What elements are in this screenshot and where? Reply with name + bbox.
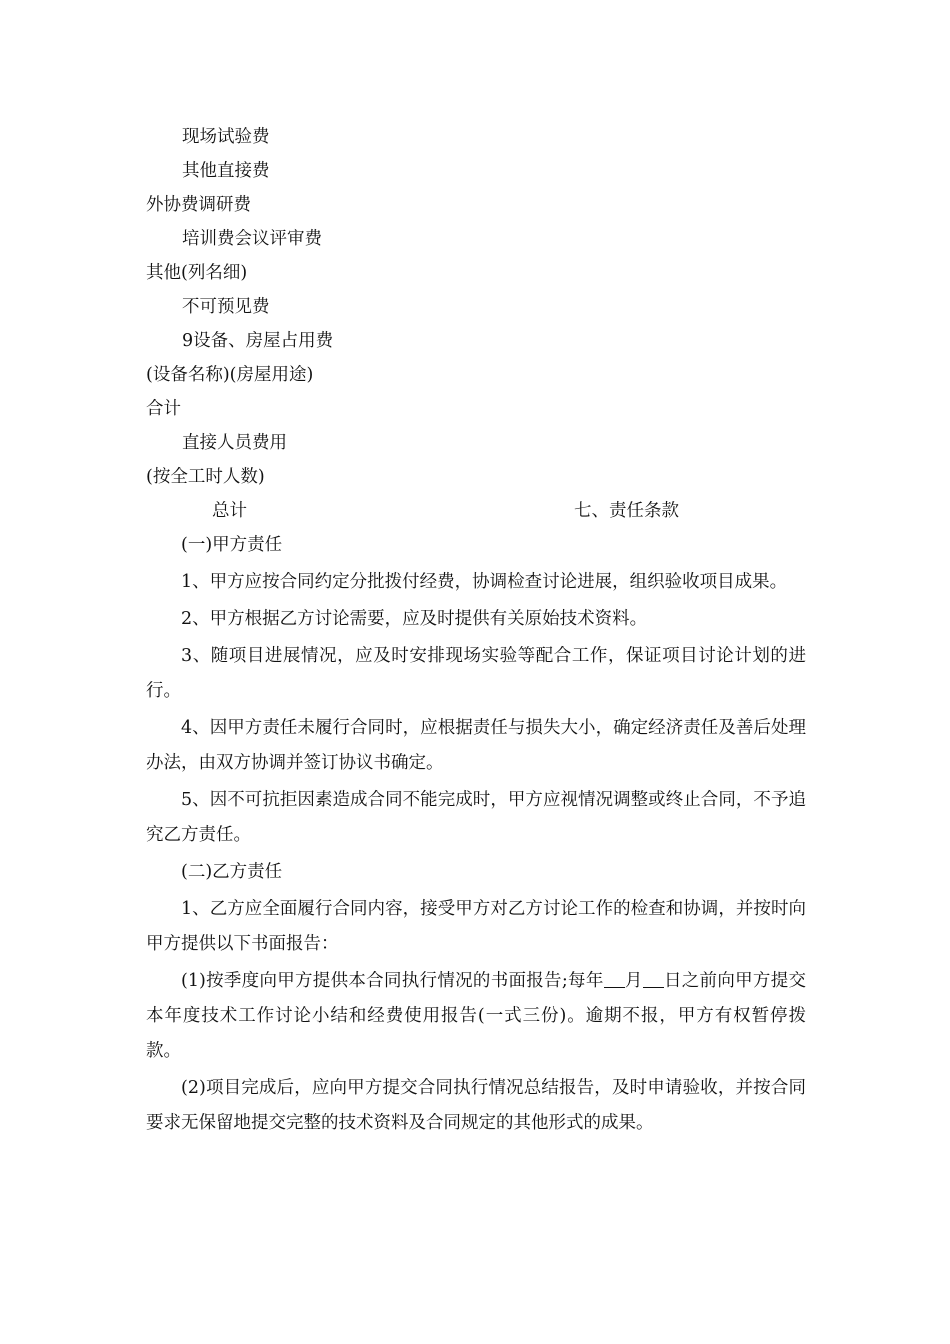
total-and-section-row bbox=[146, 494, 806, 528]
party-b-item-2-part1: (1)按季度向甲方提供本合同执行情况的书面报告;每年 bbox=[181, 971, 604, 991]
party-a-item-1: 1、甲方应按合同约定分批拨付经费，协调检查讨论进展，组织验收项目成果。 bbox=[181, 572, 788, 592]
cost-item-subtotal: 合计 bbox=[146, 399, 181, 419]
party-b-heading: (二)乙方责任 bbox=[181, 862, 283, 882]
cost-item-personnel-note: (按全工时人数) bbox=[146, 467, 265, 487]
month-label: 月 bbox=[624, 971, 643, 991]
party-a-item-2: 2、甲方根据乙方讨论需要，应及时提供有关原始技术资料。 bbox=[181, 609, 648, 629]
cost-item-training: 培训费会议评审费 bbox=[182, 229, 322, 249]
cost-item-outsourcing: 外协费调研费 bbox=[146, 195, 251, 215]
cost-item-equipment-names: (设备名称)(房屋用途) bbox=[146, 365, 314, 385]
total-label: 总计 bbox=[212, 501, 247, 521]
document-page bbox=[146, 120, 806, 1141]
cost-item-other-direct: 其他直接费 bbox=[182, 161, 270, 181]
party-b-item-2 bbox=[146, 964, 806, 1069]
cost-item-list bbox=[146, 120, 806, 494]
cost-item-unforeseen: 不可预见费 bbox=[182, 297, 270, 317]
party-a-item-3: 3、随项目进展情况，应及时安排现场实验等配合工作，保证项目讨论计划的进行。 bbox=[146, 646, 806, 701]
section-title: 七、责任条款 bbox=[574, 501, 679, 521]
party-b-item-1: 1、乙方应全面履行合同内容，接受甲方对乙方讨论工作的检查和协调，并按时向甲方提供以下书面报告： bbox=[146, 899, 806, 954]
party-a-item-5: 5、因不可抗拒因素造成合同不能完成时，甲方应视情况调整或终止合同，不予追究乙方责任。 bbox=[146, 790, 806, 845]
cost-item-equipment: 9设备、房屋占用费 bbox=[182, 331, 334, 351]
cost-item-other-detail: 其他(列名细) bbox=[146, 263, 248, 283]
month-blank bbox=[604, 970, 625, 989]
party-b-item-2-part3: 日之前向甲方提交本年度技术工作讨论小结和经费使用报告(一式三份)。逾期不报，甲方有权暂停拨款。 bbox=[146, 971, 806, 1061]
cost-item-personnel: 直接人员费用 bbox=[182, 433, 287, 453]
cost-item-site-test: 现场试验费 bbox=[182, 127, 270, 147]
party-a-item-4: 4、因甲方责任未履行合同时，应根据责任与损失大小，确定经济责任及善后处理办法，由双方协调并签订协议书确定。 bbox=[146, 718, 806, 773]
party-b-item-3: (2)项目完成后，应向甲方提交合同执行情况总结报告，及时申请验收，并按合同要求无保留地提交完整的技术资料及合同规定的其他形式的成果。 bbox=[146, 1078, 806, 1133]
day-blank bbox=[643, 970, 664, 989]
party-a-heading: (一)甲方责任 bbox=[181, 535, 283, 555]
